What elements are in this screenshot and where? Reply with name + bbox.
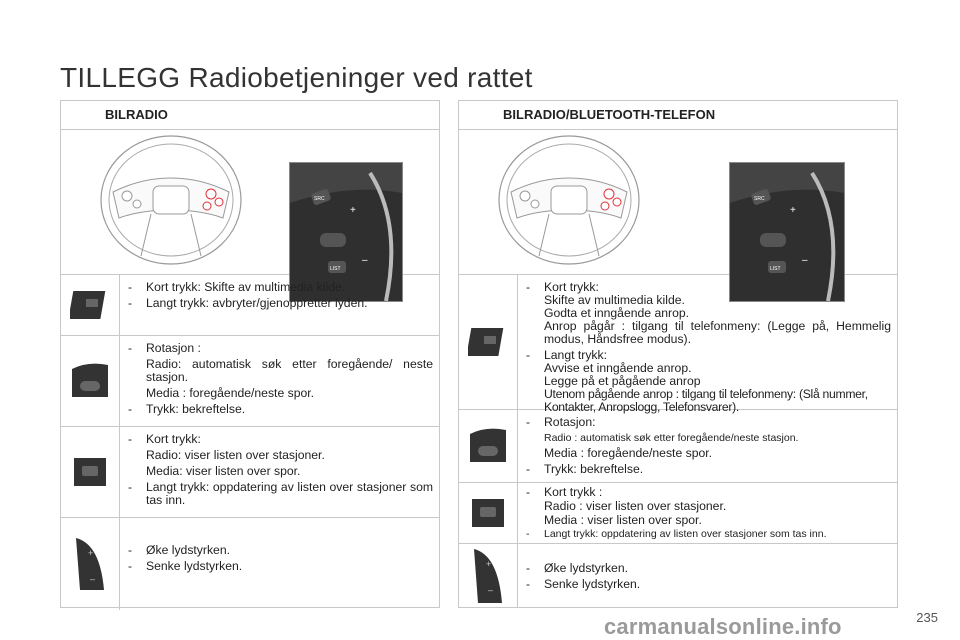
- item-line: Langt trykk: oppdatering av listen over stasjoner som tas inn.: [146, 480, 433, 507]
- row-text: - Kort trykk: Radio: viser listen over stasjoner. Media: viser listen over spor. - Langt trykk: oppdatering av listen over stasjoner som tas inn.: [128, 432, 433, 507]
- watermark: carmanualsonline.info: [604, 614, 842, 639]
- thumbwheel-icon: [61, 336, 120, 426]
- steering-wheel-illustration: [459, 130, 897, 275]
- src-label: SRC: [314, 196, 325, 202]
- src-button-icon: [459, 275, 518, 409]
- item-lines: Langt trykk: Avvise et inngående anrop. Legge på et pågående anrop Utenom pågående anrop : tilgang til telefonmeny: (Slå nummer, Kontakter, Anropslogg, Telefonsvarer).: [544, 348, 868, 414]
- item-sub: Radio : automatisk søk etter foregående/neste stasjon.: [544, 432, 799, 444]
- panel-header: BILRADIO/BLUETOOTH-TELEFON: [459, 101, 897, 130]
- item-line: Langt trykk: oppdatering av listen over stasjoner som tas inn.: [544, 528, 827, 540]
- svg-text:+: +: [486, 559, 492, 569]
- item-line: Senke lydstyrken.: [146, 559, 243, 573]
- item-line: Øke lydstyrken.: [544, 561, 628, 575]
- item-line: Øke lydstyrken.: [146, 543, 230, 557]
- item-sub: Radio: automatisk søk etter foregående/ neste stasjon.: [146, 357, 433, 384]
- minus-label: –: [362, 255, 368, 266]
- list-item: [61, 518, 439, 610]
- item-line: Rotasjon:: [544, 415, 596, 429]
- bluetooth-panel: [458, 100, 898, 608]
- src-button-icon: [61, 275, 120, 335]
- list-label: LIST: [330, 266, 341, 272]
- item-sub: Radio: viser listen over stasjoner.: [146, 448, 325, 462]
- svg-text:–: –: [488, 585, 494, 595]
- volume-buttons-icon: [61, 518, 120, 610]
- row-text: - Kort trykk: Skifte av multimedia kilde. - Langt trykk: avbryter/gjenoppretter lyden.: [120, 275, 439, 335]
- item-line: Senke lydstyrken.: [544, 577, 641, 591]
- list-item: [61, 427, 439, 518]
- list-button-icon: [61, 427, 120, 517]
- list-item: [459, 544, 897, 608]
- svg-text:–: –: [90, 574, 96, 584]
- list-button-icon: [459, 483, 518, 543]
- plus-label: +: [790, 205, 796, 216]
- list-item: [459, 483, 897, 544]
- item-sub: Media: viser listen over spor.: [146, 464, 301, 478]
- thumbwheel-icon: [459, 410, 518, 482]
- row-text: - Kort trykk: Skifte av multimedia kilde. Godta et inngående anrop. Anrop pågår : tilgang til telefonmeny: (Legge på, Hemmelig modus, Håndsfree modus). - Langt trykk: Avvise et inngående anrop. Legge på et pågående anrop Utenom pågående anrop : tilgang til telefonmeny: (Slå nummer, Kontakter, Anropslogg, Telefonsvarer).: [526, 280, 891, 414]
- row-text: - Øke lydstyrken. - Senke lydstyrken.: [518, 544, 897, 608]
- item-line: Kort trykk :: [544, 485, 603, 499]
- list-item: [61, 336, 439, 427]
- item-line: Rotasjon :: [146, 341, 201, 355]
- item-line: Kort trykk: Skifte av multimedia kilde.: [146, 280, 346, 294]
- item-line: Langt trykk: avbryter/gjenoppretter lyden.: [146, 296, 368, 310]
- list-item: [459, 275, 897, 414]
- page-number: 235: [916, 610, 938, 625]
- item-line: Trykk: bekreftelse.: [544, 462, 644, 476]
- steering-wheel-illustration: [61, 130, 439, 275]
- src-label: SRC: [754, 196, 765, 202]
- row-text: - Kort trykk : Radio : viser listen over stasjoner. Media : viser listen over spor. - Langt trykk: oppdatering av listen over stasjoner som tas inn.: [518, 483, 897, 543]
- plus-label: +: [350, 205, 356, 216]
- row-text: - Rotasjon : Radio: automatisk søk etter foregående/ neste stasjon. Media : foregående/neste spor. - Trykk: bekreftelse.: [128, 341, 433, 416]
- item-line: Kort trykk:: [146, 432, 201, 446]
- item-sub: Media : foregående/neste spor.: [544, 446, 713, 460]
- svg-text:+: +: [88, 548, 94, 558]
- page-title: TILLEGG Radiobetjeninger ved rattet: [60, 62, 533, 93]
- list-label: LIST: [770, 266, 781, 272]
- item-lines: Kort trykk: Skifte av multimedia kilde. Godta et inngående anrop. Anrop pågår : tilgang til telefonmeny: (Legge på, Hemmelig modus, Håndsfree modus).: [544, 280, 891, 346]
- volume-buttons-icon: [459, 544, 518, 608]
- list-item: [61, 275, 439, 336]
- item-sub: Media : viser listen over spor.: [544, 513, 702, 527]
- item-line: Trykk: bekreftelse.: [146, 402, 246, 416]
- row-text: - Rotasjon: Radio : automatisk søk etter foregående/neste stasjon. Media : foregående/neste spor. - Trykk: bekreftelse.: [518, 410, 897, 482]
- radio-panel: [60, 100, 440, 608]
- item-sub: Media : foregående/neste spor.: [146, 386, 315, 400]
- minus-label: –: [802, 255, 808, 266]
- panel-header: BILRADIO: [61, 101, 439, 130]
- list-item: [459, 410, 897, 483]
- row-text: - Øke lydstyrken. - Senke lydstyrken.: [120, 518, 439, 610]
- item-sub: Radio : viser listen over stasjoner.: [544, 499, 727, 513]
